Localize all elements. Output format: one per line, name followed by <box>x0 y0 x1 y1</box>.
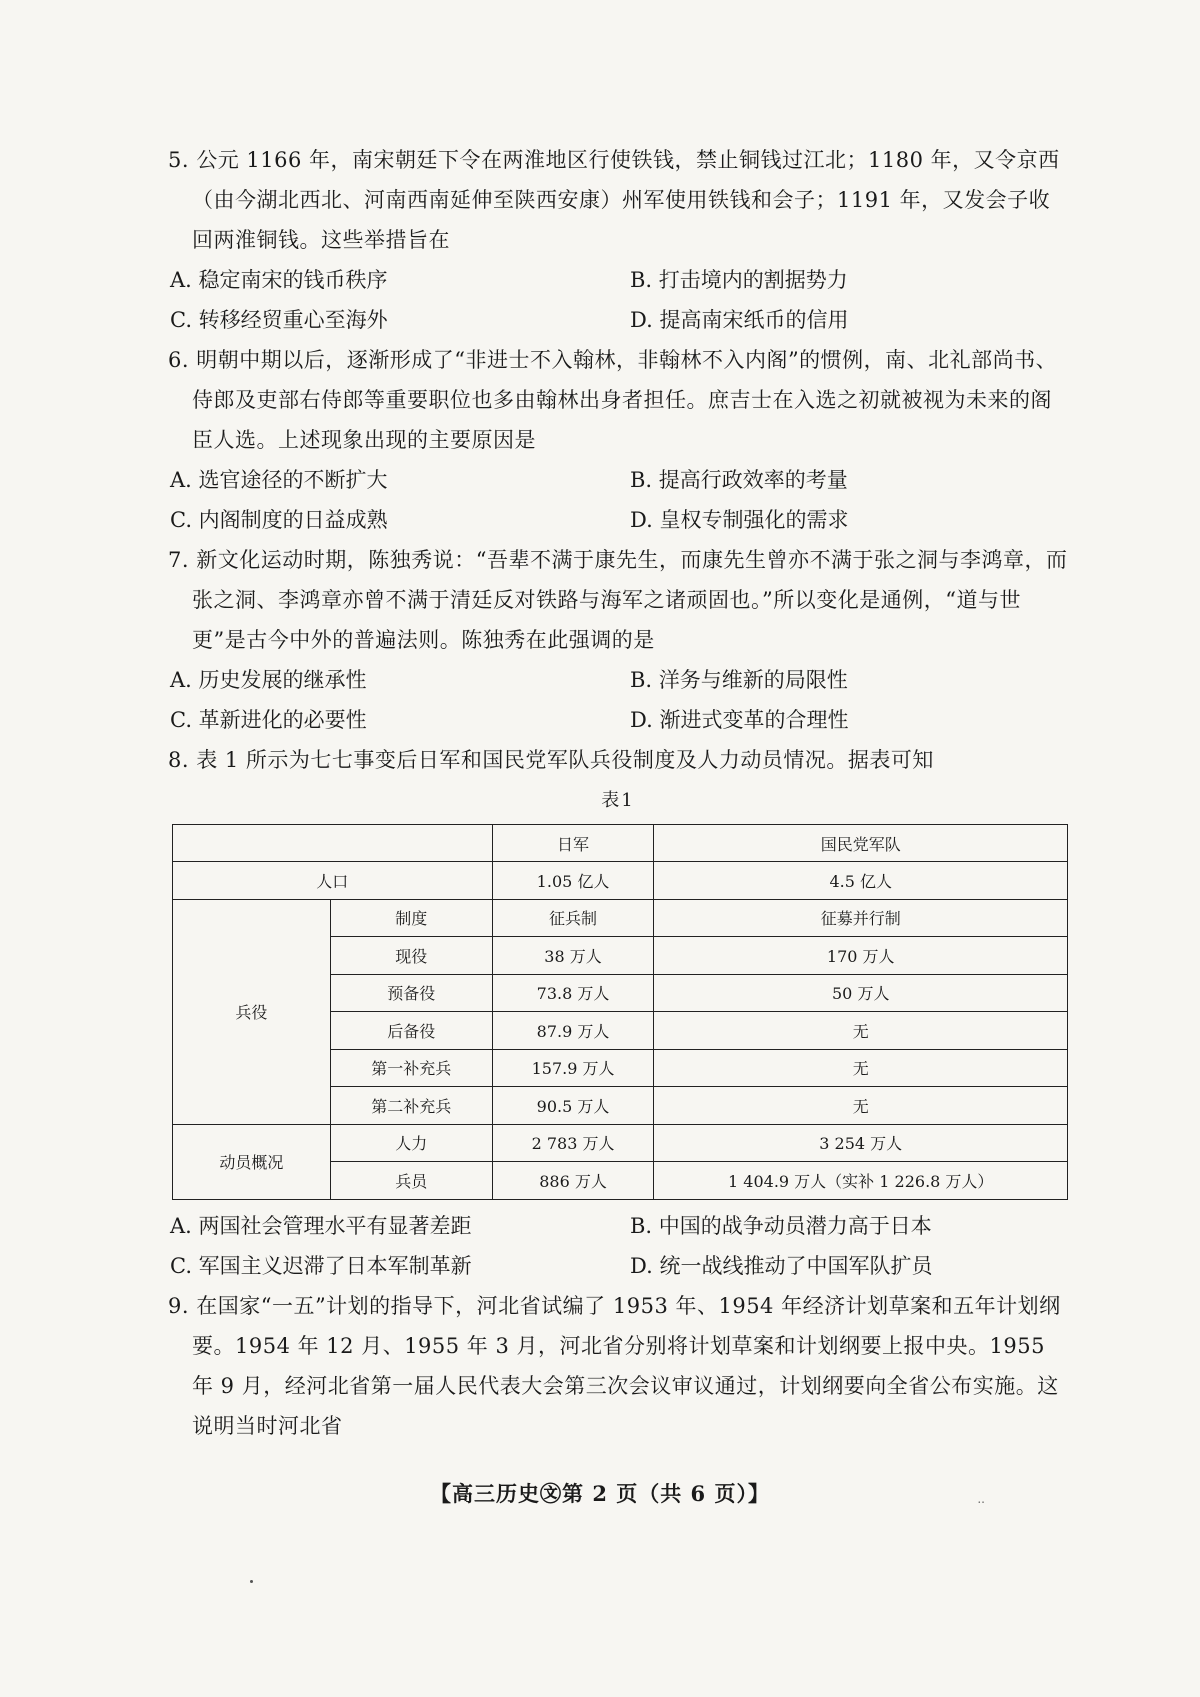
options <box>168 460 1068 540</box>
question-stem: 8. 表 1 所示为七七事变后日军和国民党军队兵役制度及人力动员情况。据表可知 <box>168 748 934 772</box>
question-stem: 5. 公元 1166 年，南宋朝廷下令在两淮地区行使铁钱，禁止铜钱过江北；1180 年，又令京西（由今湖北西北、河南西南延伸至陕西安康）州军使用铁钱和会子；1191 年，又发会子收回两淮铜钱。这些举措旨在 <box>168 148 1060 252</box>
cell-kmt: 170 万人 <box>654 937 1068 975</box>
table-row <box>173 862 1068 900</box>
options <box>168 1206 1068 1286</box>
table-caption: 表1 <box>601 790 635 811</box>
row-label: 预备役 <box>330 974 492 1012</box>
option-a: A. 历史发展的继承性 <box>170 668 367 692</box>
option-d: D. 提高南宋纸币的信用 <box>630 308 849 332</box>
question-5 <box>168 140 1068 340</box>
group-label-mobilization: 动员概况 <box>173 1124 331 1199</box>
option-b: B. 提高行政效率的考量 <box>630 468 848 492</box>
cell-japan: 157.9 万人 <box>492 1049 654 1087</box>
cell-japan: 1.05 亿人 <box>492 862 654 900</box>
option-d: D. 皇权专制强化的需求 <box>630 508 849 532</box>
cell-kmt: 无 <box>654 1087 1068 1125</box>
question-stem: 9. 在国家“一五”计划的指导下，河北省试编了 1953 年、1954 年经济计划草案和五年计划纲要。1954 年 12 月、1955 年 3 月，河北省分别将计划草案和计划纲要上报中央。1955 年 9 月，经河北省第一届人民代表大会第三次会议审议通过，计划纲要向全省公布实施。这说明当时河北省 <box>168 1293 1061 1438</box>
cell-japan: 90.5 万人 <box>492 1087 654 1125</box>
options <box>168 260 1068 340</box>
cell-kmt: 50 万人 <box>654 974 1068 1012</box>
row-label: 现役 <box>330 937 492 975</box>
scan-speck <box>250 1580 253 1583</box>
table-corner-cell <box>173 825 493 862</box>
row-label: 制度 <box>330 899 492 937</box>
cell-japan: 87.9 万人 <box>492 1012 654 1050</box>
cell-japan: 886 万人 <box>492 1162 654 1200</box>
option-d: D. 渐进式变革的合理性 <box>630 708 849 732</box>
cell-kmt: 征募并行制 <box>654 899 1068 937</box>
column-header-kmt: 国民党军队 <box>654 825 1068 862</box>
question-7 <box>168 540 1068 740</box>
option-a: A. 两国社会管理水平有显著差距 <box>170 1213 472 1238</box>
option-d: D. 统一战线推动了中国军队扩员 <box>630 1253 933 1278</box>
table-row <box>173 1124 1068 1162</box>
military-service-table <box>172 824 1068 1200</box>
option-b: B. 中国的战争动员潜力高于日本 <box>630 1213 932 1238</box>
cell-japan: 2 783 万人 <box>492 1124 654 1162</box>
question-6 <box>168 340 1068 540</box>
row-label: 第二补充兵 <box>330 1087 492 1125</box>
options <box>168 660 1068 740</box>
exam-page <box>168 140 1068 1446</box>
corner-mark: .. <box>977 1492 985 1506</box>
cell-kmt: 无 <box>654 1012 1068 1050</box>
group-label-military: 兵役 <box>173 899 331 1124</box>
cell-kmt: 3 254 万人 <box>654 1124 1068 1162</box>
question-8 <box>168 740 1068 1286</box>
question-9 <box>168 1286 1068 1446</box>
cell-japan: 73.8 万人 <box>492 974 654 1012</box>
row-label: 兵员 <box>330 1162 492 1200</box>
cell-kmt: 无 <box>654 1049 1068 1087</box>
column-header-japan: 日军 <box>492 825 654 862</box>
option-b: B. 洋务与维新的局限性 <box>630 668 848 692</box>
question-stem: 7. 新文化运动时期，陈独秀说：“吾辈不满于康先生，而康先生曾亦不满于张之洞与李鸿章，而张之洞、李鸿章亦曾不满于清廷反对铁路与海军之诸顽固也。”所以变化是通例，“道与世更”是古今中外的普遍法则。陈独秀在此强调的是 <box>168 548 1068 652</box>
option-c: C. 内阁制度的日益成熟 <box>170 508 388 532</box>
row-label-population: 人口 <box>173 862 493 900</box>
row-label: 后备役 <box>330 1012 492 1050</box>
row-label: 人力 <box>330 1124 492 1162</box>
option-c: C. 革新进化的必要性 <box>170 708 367 732</box>
option-c: C. 转移经贸重心至海外 <box>170 308 388 332</box>
page-footer: 【高三历史㉆第 2 页（共 6 页）】 <box>430 1481 770 1506</box>
cell-japan: 38 万人 <box>492 937 654 975</box>
cell-japan: 征兵制 <box>492 899 654 937</box>
cell-kmt: 1 404.9 万人（实补 1 226.8 万人） <box>654 1162 1068 1200</box>
option-a: A. 选官途径的不断扩大 <box>170 468 388 492</box>
question-stem: 6. 明朝中期以后，逐渐形成了“非进士不入翰林，非翰林不入内阁”的惯例，南、北礼部尚书、侍郎及吏部右侍郎等重要职位也多由翰林出身者担任。庶吉士在入选之初就被视为未来的阁臣人选。上述现象出现的主要原因是 <box>168 348 1058 452</box>
option-b: B. 打击境内的割据势力 <box>630 268 848 292</box>
table-row <box>173 899 1068 937</box>
table-header-row <box>173 825 1068 862</box>
cell-kmt: 4.5 亿人 <box>654 862 1068 900</box>
option-c: C. 军国主义迟滞了日本军制革新 <box>170 1253 472 1278</box>
row-label: 第一补充兵 <box>330 1049 492 1087</box>
option-a: A. 稳定南宋的钱币秩序 <box>170 268 388 292</box>
